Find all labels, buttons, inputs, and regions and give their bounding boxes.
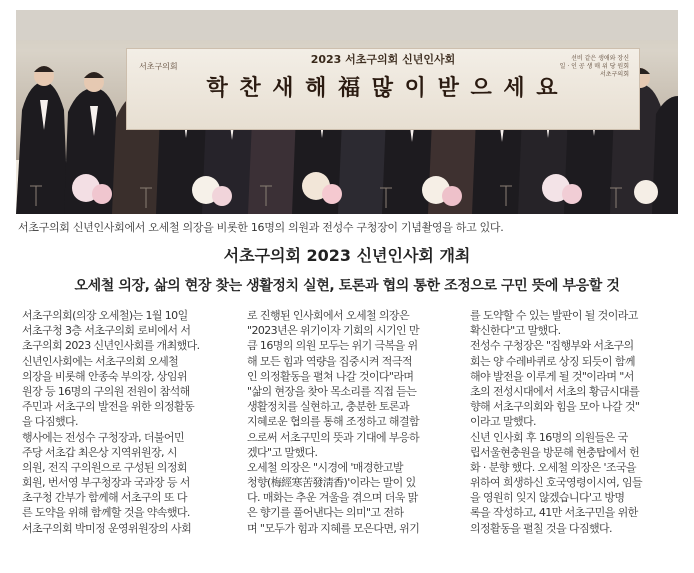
text-line: 를 도약할 수 있는 발판이 될 것이라고 xyxy=(470,309,638,322)
banner-side-text: 선비 같은 생애와 장신 일 · 인 공 생 매 위 당 원회 서초구의회 xyxy=(559,55,629,78)
article-column-2 xyxy=(247,308,457,536)
text-line: 초구청 간부가 함께해 서초구의 또 다 xyxy=(22,491,187,505)
text-line: 해 모든 힘과 역량을 집중시켜 적극적 xyxy=(247,354,412,368)
text-line: 생활정치를 실현하고, 충분한 토론과 xyxy=(247,400,409,414)
event-banner xyxy=(126,48,640,130)
text-line: "2023년은 위기이자 기회의 시기인 만 xyxy=(247,324,419,338)
article-headline: 서초구의회 2023 신년인사회 개최 xyxy=(223,246,471,265)
text-line: 초구의회 2023 신년인사회를 개최했다. xyxy=(22,339,200,353)
text-line: 의정활동을 펼칠 것을 다짐했다. xyxy=(470,521,612,535)
banner-greeting: 학 찬 새 해 福 많 이 받 으 세 요 xyxy=(206,76,560,101)
text-line: 신년인사회에는 서초구의회 오세철 xyxy=(22,354,179,368)
text-line: 행사에는 전성수 구청장과, 더불어민 xyxy=(22,430,184,444)
text-line: 겠다"고 말했다. xyxy=(247,445,318,459)
text-line: 지혜로운 협의를 통해 조정하고 해결함 xyxy=(247,415,420,429)
text-line: 을 다짐했다. xyxy=(22,415,78,429)
text-line: 으로써 서초구민의 뜻과 기대에 부응하 xyxy=(247,430,420,444)
banner-title: 2023 서초구의회 신년인사회 xyxy=(310,53,456,66)
text-line: 회원, 번서영 부구청장과 국과장 등 서 xyxy=(22,476,190,490)
text-line: 회는 양 수레바퀴로 상징 되듯이 함께 xyxy=(470,354,635,368)
text-line: 주민과 서초구의 발전을 위한 의정활동 xyxy=(22,400,195,414)
text-line: 립서울현충원을 방문해 현충탑에서 헌 xyxy=(470,445,640,459)
text-line: 위하여 희생하신 호국영령이시여, 임들 xyxy=(470,476,643,490)
photo-caption: 서초구의회 신년인사회에서 오세철 의장을 비롯한 16명의 의원과 전성수 구청장이 기념촬영을 하고 있다. xyxy=(18,221,504,234)
text-line: 인 의정활동을 펼쳐 나갈 것이다"라며 xyxy=(247,369,414,383)
text-line: 전성수 구청장은 "집행부와 서초구의 xyxy=(470,339,634,353)
text-line: 다. 매화는 추운 겨울을 겪으며 더욱 맑 xyxy=(247,491,418,505)
text-line: 초의 전성시대에서 서초의 황금시대를 xyxy=(470,384,640,398)
text-line: 확신한다"고 말했다. xyxy=(470,324,561,338)
text-line: 의장을 비롯해 안종숙 부의장, 상임위 xyxy=(22,369,187,383)
text-line: 은 향기를 풀어낸다는 의미"고 전하 xyxy=(247,506,404,520)
text-line: 신년 인사회 후 16명의 의원들은 국 xyxy=(470,430,628,444)
text-line: 향해 서초구의회와 힘을 모아 나갈 것" xyxy=(470,400,640,414)
text-line: 을 영원히 잊지 않겠습니다'고 방명 xyxy=(470,491,625,505)
text-line: 이라고 말했다. xyxy=(470,415,536,429)
article-column-3 xyxy=(470,308,680,536)
text-line: 서초구청 3층 서초구의회 로비에서 서 xyxy=(22,324,191,338)
text-line: 록을 작성하고, 41만 서초구민을 위한 xyxy=(470,506,638,520)
banner-logo-text: 서초구의회 xyxy=(139,62,178,71)
article-subheadline: 오세철 의장, 삶의 현장 찾는 생활정치 실현, 토론과 협의 통한 조정으로 구민 뜻에 부응할 것 xyxy=(74,278,620,294)
text-line: 화 · 분향 했다. 오세철 의장은 '조국을 xyxy=(470,460,636,474)
text-line: 로 진행된 인사회에서 오세철 의장은 xyxy=(247,309,409,322)
text-line: 서초구의회 박미정 운영위원장의 사회 xyxy=(22,521,192,535)
text-line: 주당 서초갑 최은상 지역위원장, 시 xyxy=(22,445,177,459)
text-line: 해야 발전을 이루게 될 것"이라며 "서 xyxy=(470,369,634,383)
text-line: 큼 16명의 의원 모두는 위기 극복을 위 xyxy=(247,339,418,353)
text-line: 오세철 의장은 "시경에 '매경한고발 xyxy=(247,460,403,474)
text-line: "삶의 현장을 찾아 목소리를 직접 듣는 xyxy=(247,384,417,398)
text-line: 서초구의회(의장 오세철)는 1월 10일 xyxy=(22,309,188,322)
group-photo xyxy=(16,10,678,214)
text-line: 원장 등 16명의 구의원 전원이 참석해 xyxy=(22,384,190,398)
text-line: 의원, 전직 구의원으로 구성된 의정회 xyxy=(22,460,187,474)
text-line: 며 "모두가 힘과 지혜를 모은다면, 위기 xyxy=(247,521,420,535)
text-line: 청향(梅經寒苦發淸香)'이라는 말이 있 xyxy=(247,476,416,490)
article-column-1 xyxy=(22,308,232,536)
text-line: 른 도약을 위해 함께할 것을 약속했다. xyxy=(22,506,190,520)
